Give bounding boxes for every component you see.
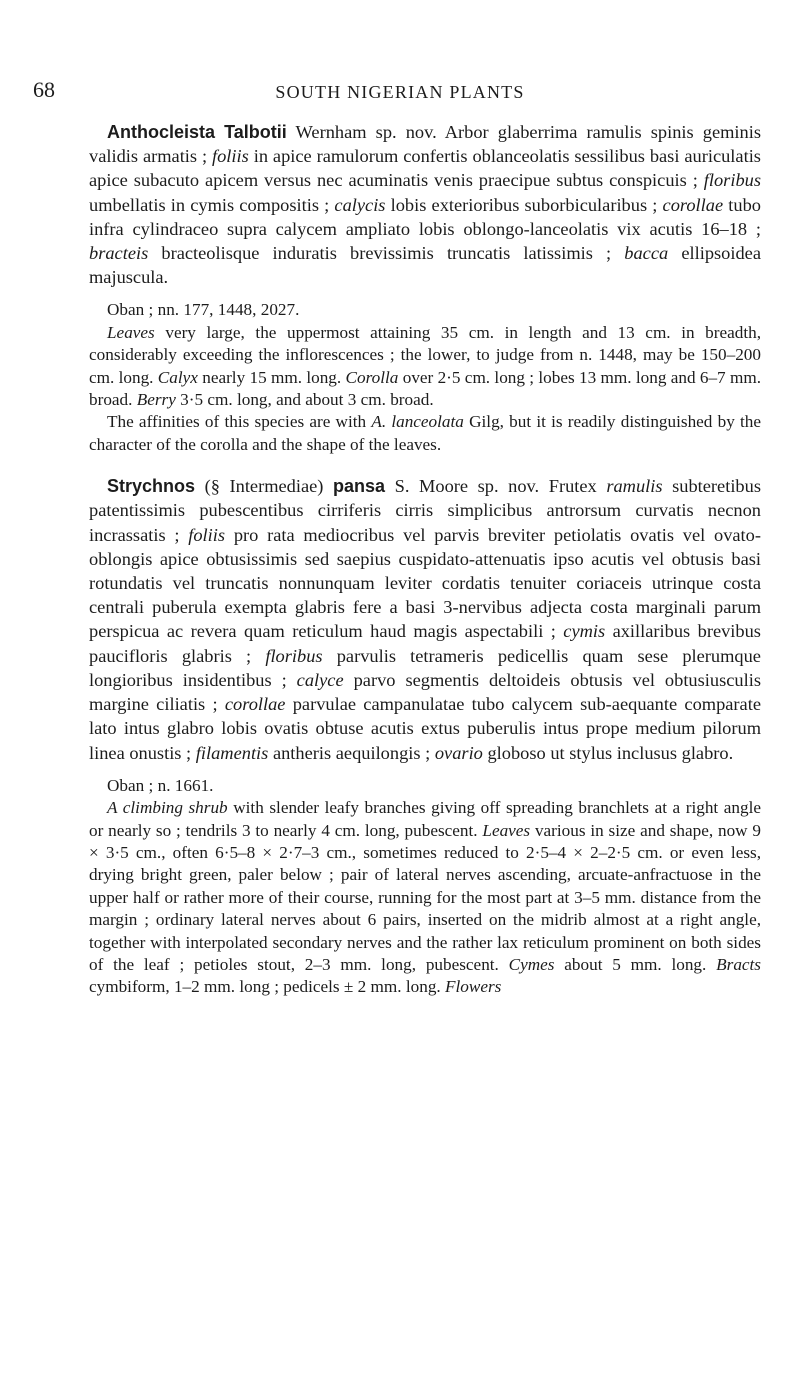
latin-keyword: bracteis: [89, 243, 149, 264]
note-text: various in size and shape, now 9 × 3·5 cm., often 6·5–8 × 2·7–3 cm., sometimes reduced to 2·5–4 × 2–2·5 cm. or even less, drying bright green, paler below ; pair of lateral nerves ascending, arcuate-anfractuose in the upper half or rather more of their course, running for the most part at 3–5 mm. distance from the margin ; ordinary lateral nerves about 6 pairs, inserted on the midrib almost at a right angle, together with interpolated secondary nerves and the rather lax reticulum prominent on both sides of the leaf ; petioles stout, 2–3 mm. long, pubescent.: [89, 820, 762, 974]
latin-keyword: calyce: [296, 669, 344, 690]
latin-text: Arbor glaberrima ramulis spinis geminis validis armatis ;: [89, 122, 761, 167]
specimen-locality: Oban ; nn. 177, 1448, 2027.: [107, 300, 300, 320]
page-number: 68: [33, 77, 55, 102]
running-head: [33, 78, 767, 108]
note-text: cymbiform, 1–2 mm. long ; pedicels ± 2 mm. long.: [89, 977, 441, 997]
note-text: over 2·5 cm. long ; lobes 13 mm. long and 6–7 mm. broad.: [89, 367, 762, 410]
note-keyword: Bracts: [716, 954, 761, 974]
latin-text: parvulae campanulatae tubo calycem sub-aequante comparate lato intus glabro lobis ovatis obtuse acutis extus puberulis intus prope medium pilorum linea onustis ;: [89, 694, 761, 763]
running-title: SOUTH NIGERIAN PLANTS: [275, 82, 525, 102]
latin-keyword: cymis: [563, 621, 606, 642]
latin-keyword: filamentis: [195, 742, 269, 763]
note-text: The affinities of this species are with: [107, 412, 367, 432]
note-text: nearly 15 mm. long.: [202, 367, 342, 387]
latin-keyword: corollae: [662, 194, 724, 215]
specimen-locality: Oban ; n. 1661.: [107, 775, 214, 795]
note-text: Gilg, but it is readily distinguished by the character of the corolla and the shape of the leaves.: [89, 412, 762, 454]
latin-text: antheris aequilongis ;: [272, 742, 431, 763]
latin-text: umbellatis in cymis compositis ;: [89, 194, 330, 215]
latin-keyword: ovario: [434, 742, 483, 763]
note-text: 3·5 cm. long, and about 3 cm. broad.: [180, 390, 434, 410]
section-name: (§ Intermediae): [204, 476, 324, 497]
note-text: very large, the uppermost attaining 35 cm. in length and 13 cm. in breadth, considerably exceeding the inflorescences ; the lower, to judge from n. 1448, may be 150–200 cm. long.: [89, 322, 762, 387]
text-block: [89, 120, 761, 999]
latin-text: Frutex: [548, 476, 597, 497]
note-keyword: Leaves: [482, 820, 531, 840]
latin-text: subteretibus patentissimis pubescentibus cirriferis cirris simplicibus antrorsum curvatis necnon incrassatis ;: [89, 476, 761, 545]
species-epithet: Talbotii: [224, 122, 287, 142]
latin-keyword: calycis: [334, 194, 386, 215]
latin-text: pro rata mediocribus vel parvis breviter petiolatis ovatis vel ovato-oblongis apice obtusissimis sed saepius cuspidato-attenuatis ipso acutis vel obtusis basi rotundatis vel truncatis nonnunquam leviter cordatis tenuiter coriaceis utrinque costa centrali puberula exempta glabris fere a basi 3-nervibus adjecta costa marginali parum perspicua ac revera quam reticulum haud magis aspectabili ;: [89, 524, 761, 642]
note-keyword: Corolla: [345, 367, 399, 387]
latin-keyword: foliis: [188, 524, 226, 545]
latin-text: lobis exterioribus suborbicularibus ;: [390, 194, 658, 215]
note-keyword: A. lanceolata: [371, 412, 464, 432]
genus-name: Strychnos: [107, 476, 196, 497]
strychnos-diagnosis: [89, 474, 761, 764]
note-keyword: Flowers: [445, 977, 502, 997]
latin-keyword: ramulis: [606, 476, 663, 497]
note-keyword: Leaves: [107, 322, 155, 342]
species-epithet: pansa: [333, 476, 386, 497]
latin-keyword: foliis: [212, 146, 249, 167]
latin-keyword: corollae: [224, 694, 286, 715]
latin-text: bracteolisque induratis brevissimis truncatis latissimis ;: [161, 243, 612, 264]
note-keyword: Berry: [136, 390, 176, 410]
note-keyword: Calyx: [157, 367, 198, 387]
species-author: S. Moore sp. nov.: [394, 476, 540, 497]
strychnos-description: [89, 797, 761, 999]
latin-text: ellipsoidea majuscula.: [89, 243, 762, 288]
latin-text: parvo segmentis deltoideis obtusis vel obtusiusculis margine ciliatis ;: [89, 669, 761, 715]
latin-text: parvulis tetrameris pedicellis quam sese plerumque longioribus insidentibus ;: [89, 645, 761, 690]
latin-keyword: floribus: [265, 645, 323, 666]
note-text: about 5 mm. long.: [564, 954, 707, 974]
anthocleista-description: [89, 322, 761, 412]
latin-text: globoso ut stylus inclusus glabro.: [487, 742, 734, 763]
note-keyword: A climbing shrub: [107, 798, 228, 818]
note-text: with slender leafy branches giving off spreading branchlets at a right angle or nearly so ; tendrils 3 to nearly 4 cm. long, pubescent.: [89, 798, 762, 840]
anthocleista-affinity: [89, 411, 761, 456]
latin-keyword: floribus: [703, 170, 761, 191]
latin-text: in apice ramulorum confertis oblanceolatis sessilibus basi auriculatis apice subacuto apicem versus nec acuminatis venis praecipue subtus conspicuis ;: [89, 146, 761, 191]
genus-name: Anthocleista: [107, 122, 216, 142]
note-keyword: Cymes: [508, 954, 555, 974]
species-author: Wernham sp. nov.: [295, 122, 437, 142]
latin-text: tubo infra cylindraceo supra calycem ampliato lobis oblongo-lanceolatis vix acutis 16–18 ;: [89, 194, 761, 239]
anthocleista-diagnosis: [89, 120, 761, 289]
latin-text: axillaribus brevibus paucifloris glabris ;: [89, 621, 761, 666]
latin-keyword: bacca: [624, 243, 669, 264]
